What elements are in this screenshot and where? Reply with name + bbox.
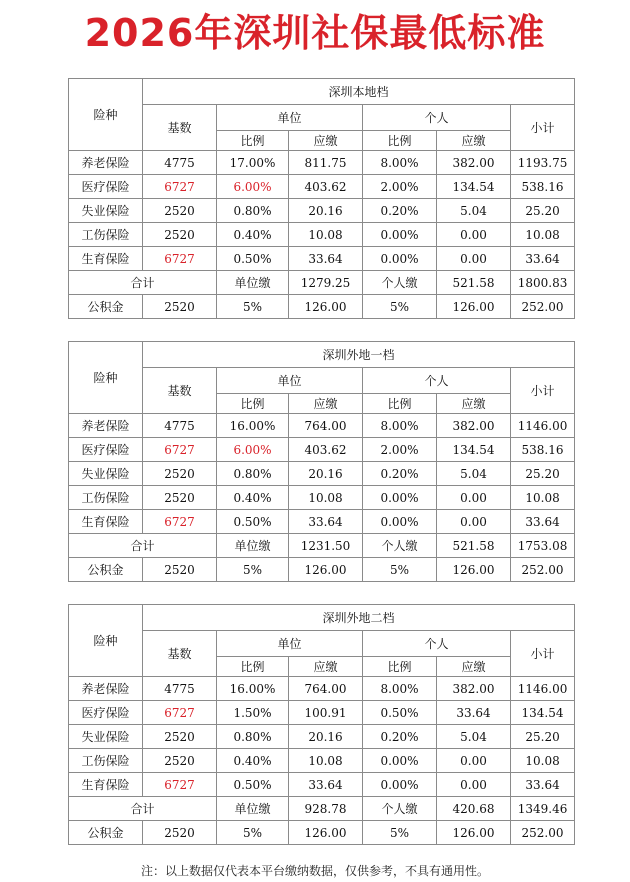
employer-amount-cell: 33.64 bbox=[289, 247, 363, 271]
employer-ratio-cell: 0.40% bbox=[217, 486, 289, 510]
employer-ratio-cell: 16.00% bbox=[217, 414, 289, 438]
base-cell: 2520 bbox=[143, 199, 217, 223]
personal-ratio-cell: 5% bbox=[363, 558, 437, 582]
personal-ratio-cell: 8.00% bbox=[363, 677, 437, 701]
table-row bbox=[69, 223, 575, 247]
employer-amount-cell: 10.08 bbox=[289, 223, 363, 247]
header-personal-ratio: 比例 bbox=[363, 394, 437, 414]
employer-total-amount: 1279.25 bbox=[289, 271, 363, 295]
personal-total-amount: 521.58 bbox=[437, 534, 511, 558]
insurance-type-cell: 医疗保险 bbox=[69, 175, 143, 199]
personal-amount-cell: 0.00 bbox=[437, 486, 511, 510]
personal-total-label: 个人缴 bbox=[363, 534, 437, 558]
employer-ratio-cell: 5% bbox=[217, 295, 289, 319]
header-base: 基数 bbox=[143, 368, 217, 414]
employer-ratio-cell: 0.80% bbox=[217, 199, 289, 223]
subtotal-cell: 538.16 bbox=[511, 438, 575, 462]
base-cell: 6727 bbox=[143, 175, 217, 199]
personal-total-amount: 521.58 bbox=[437, 271, 511, 295]
employer-ratio-cell: 6.00% bbox=[217, 438, 289, 462]
employer-ratio-cell: 0.40% bbox=[217, 223, 289, 247]
employer-amount-cell: 100.91 bbox=[289, 701, 363, 725]
base-cell: 2520 bbox=[143, 295, 217, 319]
header-employer-amount: 应缴 bbox=[289, 394, 363, 414]
header-personal: 个人 bbox=[363, 368, 511, 394]
base-cell: 2520 bbox=[143, 749, 217, 773]
employer-ratio-cell: 5% bbox=[217, 821, 289, 845]
table-row bbox=[69, 199, 575, 223]
personal-amount-cell: 0.00 bbox=[437, 247, 511, 271]
employer-amount-cell: 20.16 bbox=[289, 462, 363, 486]
subtotal-cell: 252.00 bbox=[511, 821, 575, 845]
employer-total-amount: 928.78 bbox=[289, 797, 363, 821]
table-row bbox=[69, 486, 575, 510]
employer-ratio-cell: 0.80% bbox=[217, 725, 289, 749]
subtotal-cell: 25.20 bbox=[511, 199, 575, 223]
base-cell: 4775 bbox=[143, 151, 217, 175]
base-cell: 6727 bbox=[143, 510, 217, 534]
employer-total-label: 单位缴 bbox=[217, 534, 289, 558]
personal-ratio-cell: 5% bbox=[363, 295, 437, 319]
table-row bbox=[69, 414, 575, 438]
total-row bbox=[69, 797, 575, 821]
subtotal-cell: 1146.00 bbox=[511, 414, 575, 438]
insurance-type-cell: 养老保险 bbox=[69, 414, 143, 438]
subtotal-cell: 33.64 bbox=[511, 247, 575, 271]
housing-fund-row bbox=[69, 295, 575, 319]
header-employer-amount: 应缴 bbox=[289, 131, 363, 151]
personal-amount-cell: 382.00 bbox=[437, 151, 511, 175]
table-row bbox=[69, 462, 575, 486]
base-cell: 6727 bbox=[143, 247, 217, 271]
base-cell: 6727 bbox=[143, 438, 217, 462]
base-cell: 2520 bbox=[143, 558, 217, 582]
insurance-type-cell: 生育保险 bbox=[69, 510, 143, 534]
insurance-type-cell: 失业保险 bbox=[69, 725, 143, 749]
page-title: 2026年深圳社保最低标准 bbox=[84, 11, 546, 55]
personal-ratio-cell: 0.00% bbox=[363, 486, 437, 510]
table-row bbox=[69, 247, 575, 271]
insurance-type-cell: 失业保险 bbox=[69, 462, 143, 486]
insurance-type-cell: 生育保险 bbox=[69, 773, 143, 797]
base-cell: 6727 bbox=[143, 701, 217, 725]
employer-ratio-cell: 0.40% bbox=[217, 749, 289, 773]
employer-amount-cell: 33.64 bbox=[289, 773, 363, 797]
header-employer-ratio: 比例 bbox=[217, 657, 289, 677]
personal-amount-cell: 134.54 bbox=[437, 175, 511, 199]
employer-amount-cell: 126.00 bbox=[289, 558, 363, 582]
personal-amount-cell: 134.54 bbox=[437, 438, 511, 462]
table-row bbox=[69, 749, 575, 773]
insurance-type-cell: 工伤保险 bbox=[69, 749, 143, 773]
total-label: 合计 bbox=[69, 534, 217, 558]
tier-name: 深圳外地一档 bbox=[143, 342, 575, 368]
personal-ratio-cell: 0.00% bbox=[363, 510, 437, 534]
grand-total: 1753.08 bbox=[511, 534, 575, 558]
employer-amount-cell: 10.08 bbox=[289, 486, 363, 510]
employer-amount-cell: 764.00 bbox=[289, 414, 363, 438]
employer-ratio-cell: 1.50% bbox=[217, 701, 289, 725]
employer-amount-cell: 33.64 bbox=[289, 510, 363, 534]
employer-amount-cell: 20.16 bbox=[289, 725, 363, 749]
total-label: 合计 bbox=[69, 797, 217, 821]
employer-total-amount: 1231.50 bbox=[289, 534, 363, 558]
base-cell: 2520 bbox=[143, 486, 217, 510]
personal-ratio-cell: 0.00% bbox=[363, 773, 437, 797]
personal-amount-cell: 33.64 bbox=[437, 701, 511, 725]
personal-amount-cell: 0.00 bbox=[437, 773, 511, 797]
header-insurance-type: 险种 bbox=[69, 342, 143, 414]
personal-ratio-cell: 5% bbox=[363, 821, 437, 845]
base-cell: 2520 bbox=[143, 223, 217, 247]
employer-ratio-cell: 0.50% bbox=[217, 510, 289, 534]
tier-table-nonlocal-1 bbox=[68, 341, 575, 582]
housing-fund-label: 公积金 bbox=[69, 295, 143, 319]
employer-amount-cell: 403.62 bbox=[289, 438, 363, 462]
subtotal-cell: 10.08 bbox=[511, 749, 575, 773]
personal-amount-cell: 0.00 bbox=[437, 510, 511, 534]
tier-table-nonlocal-2 bbox=[68, 604, 575, 845]
insurance-type-cell: 失业保险 bbox=[69, 199, 143, 223]
personal-ratio-cell: 0.20% bbox=[363, 462, 437, 486]
table-row bbox=[69, 725, 575, 749]
subtotal-cell: 538.16 bbox=[511, 175, 575, 199]
personal-amount-cell: 5.04 bbox=[437, 725, 511, 749]
personal-amount-cell: 382.00 bbox=[437, 414, 511, 438]
header-personal: 个人 bbox=[363, 631, 511, 657]
personal-amount-cell: 126.00 bbox=[437, 821, 511, 845]
header-subtotal: 小计 bbox=[511, 368, 575, 414]
subtotal-cell: 25.20 bbox=[511, 725, 575, 749]
header-personal-amount: 应缴 bbox=[437, 657, 511, 677]
insurance-type-cell: 养老保险 bbox=[69, 677, 143, 701]
personal-total-label: 个人缴 bbox=[363, 797, 437, 821]
header-insurance-type: 险种 bbox=[69, 605, 143, 677]
employer-amount-cell: 10.08 bbox=[289, 749, 363, 773]
header-employer-ratio: 比例 bbox=[217, 394, 289, 414]
housing-fund-row bbox=[69, 821, 575, 845]
personal-ratio-cell: 0.20% bbox=[363, 199, 437, 223]
header-personal-ratio: 比例 bbox=[363, 131, 437, 151]
personal-ratio-cell: 0.00% bbox=[363, 223, 437, 247]
employer-ratio-cell: 17.00% bbox=[217, 151, 289, 175]
personal-total-amount: 420.68 bbox=[437, 797, 511, 821]
total-row bbox=[69, 534, 575, 558]
header-subtotal: 小计 bbox=[511, 631, 575, 677]
base-cell: 2520 bbox=[143, 821, 217, 845]
employer-amount-cell: 403.62 bbox=[289, 175, 363, 199]
tier-name: 深圳外地二档 bbox=[143, 605, 575, 631]
employer-amount-cell: 126.00 bbox=[289, 821, 363, 845]
header-employer-ratio: 比例 bbox=[217, 131, 289, 151]
tier-name: 深圳本地档 bbox=[143, 79, 575, 105]
subtotal-cell: 1193.75 bbox=[511, 151, 575, 175]
personal-ratio-cell: 0.20% bbox=[363, 725, 437, 749]
employer-ratio-cell: 0.50% bbox=[217, 247, 289, 271]
base-cell: 4775 bbox=[143, 677, 217, 701]
personal-total-label: 个人缴 bbox=[363, 271, 437, 295]
table-row bbox=[69, 151, 575, 175]
header-subtotal: 小计 bbox=[511, 105, 575, 151]
employer-ratio-cell: 5% bbox=[217, 558, 289, 582]
header-personal-ratio: 比例 bbox=[363, 657, 437, 677]
employer-total-label: 单位缴 bbox=[217, 797, 289, 821]
housing-fund-row bbox=[69, 558, 575, 582]
table-row bbox=[69, 701, 575, 725]
employer-ratio-cell: 6.00% bbox=[217, 175, 289, 199]
header-employer-amount: 应缴 bbox=[289, 657, 363, 677]
subtotal-cell: 134.54 bbox=[511, 701, 575, 725]
table-row bbox=[69, 510, 575, 534]
tier-table-local bbox=[68, 78, 575, 319]
subtotal-cell: 25.20 bbox=[511, 462, 575, 486]
insurance-type-cell: 养老保险 bbox=[69, 151, 143, 175]
employer-ratio-cell: 16.00% bbox=[217, 677, 289, 701]
personal-ratio-cell: 8.00% bbox=[363, 414, 437, 438]
table-row bbox=[69, 677, 575, 701]
personal-ratio-cell: 0.00% bbox=[363, 247, 437, 271]
header-base: 基数 bbox=[143, 631, 217, 677]
header-employer: 单位 bbox=[217, 105, 363, 131]
table-row bbox=[69, 773, 575, 797]
subtotal-cell: 33.64 bbox=[511, 510, 575, 534]
personal-ratio-cell: 0.50% bbox=[363, 701, 437, 725]
housing-fund-label: 公积金 bbox=[69, 821, 143, 845]
header-personal-amount: 应缴 bbox=[437, 131, 511, 151]
header-employer: 单位 bbox=[217, 631, 363, 657]
personal-ratio-cell: 2.00% bbox=[363, 175, 437, 199]
total-row bbox=[69, 271, 575, 295]
employer-amount-cell: 764.00 bbox=[289, 677, 363, 701]
personal-ratio-cell: 0.00% bbox=[363, 749, 437, 773]
header-personal: 个人 bbox=[363, 105, 511, 131]
insurance-type-cell: 医疗保险 bbox=[69, 438, 143, 462]
employer-ratio-cell: 0.50% bbox=[217, 773, 289, 797]
subtotal-cell: 252.00 bbox=[511, 295, 575, 319]
table-row bbox=[69, 438, 575, 462]
employer-total-label: 单位缴 bbox=[217, 271, 289, 295]
header-insurance-type: 险种 bbox=[69, 79, 143, 151]
grand-total: 1800.83 bbox=[511, 271, 575, 295]
housing-fund-label: 公积金 bbox=[69, 558, 143, 582]
grand-total: 1349.46 bbox=[511, 797, 575, 821]
employer-amount-cell: 811.75 bbox=[289, 151, 363, 175]
employer-amount-cell: 20.16 bbox=[289, 199, 363, 223]
header-employer: 单位 bbox=[217, 368, 363, 394]
subtotal-cell: 10.08 bbox=[511, 486, 575, 510]
personal-ratio-cell: 8.00% bbox=[363, 151, 437, 175]
header-base: 基数 bbox=[143, 105, 217, 151]
personal-amount-cell: 0.00 bbox=[437, 749, 511, 773]
insurance-type-cell: 工伤保险 bbox=[69, 486, 143, 510]
base-cell: 4775 bbox=[143, 414, 217, 438]
employer-ratio-cell: 0.80% bbox=[217, 462, 289, 486]
total-label: 合计 bbox=[69, 271, 217, 295]
personal-ratio-cell: 2.00% bbox=[363, 438, 437, 462]
personal-amount-cell: 126.00 bbox=[437, 295, 511, 319]
insurance-type-cell: 工伤保险 bbox=[69, 223, 143, 247]
subtotal-cell: 252.00 bbox=[511, 558, 575, 582]
personal-amount-cell: 5.04 bbox=[437, 199, 511, 223]
insurance-type-cell: 医疗保险 bbox=[69, 701, 143, 725]
personal-amount-cell: 0.00 bbox=[437, 223, 511, 247]
subtotal-cell: 10.08 bbox=[511, 223, 575, 247]
table-row bbox=[69, 175, 575, 199]
insurance-type-cell: 生育保险 bbox=[69, 247, 143, 271]
base-cell: 6727 bbox=[143, 773, 217, 797]
personal-amount-cell: 382.00 bbox=[437, 677, 511, 701]
header-personal-amount: 应缴 bbox=[437, 394, 511, 414]
subtotal-cell: 33.64 bbox=[511, 773, 575, 797]
personal-amount-cell: 5.04 bbox=[437, 462, 511, 486]
personal-amount-cell: 126.00 bbox=[437, 558, 511, 582]
subtotal-cell: 1146.00 bbox=[511, 677, 575, 701]
base-cell: 2520 bbox=[143, 462, 217, 486]
footnote: 注：以上数据仅代表本平台缴纳数据，仅供参考，不具有通用性。 bbox=[140, 864, 489, 878]
base-cell: 2520 bbox=[143, 725, 217, 749]
employer-amount-cell: 126.00 bbox=[289, 295, 363, 319]
